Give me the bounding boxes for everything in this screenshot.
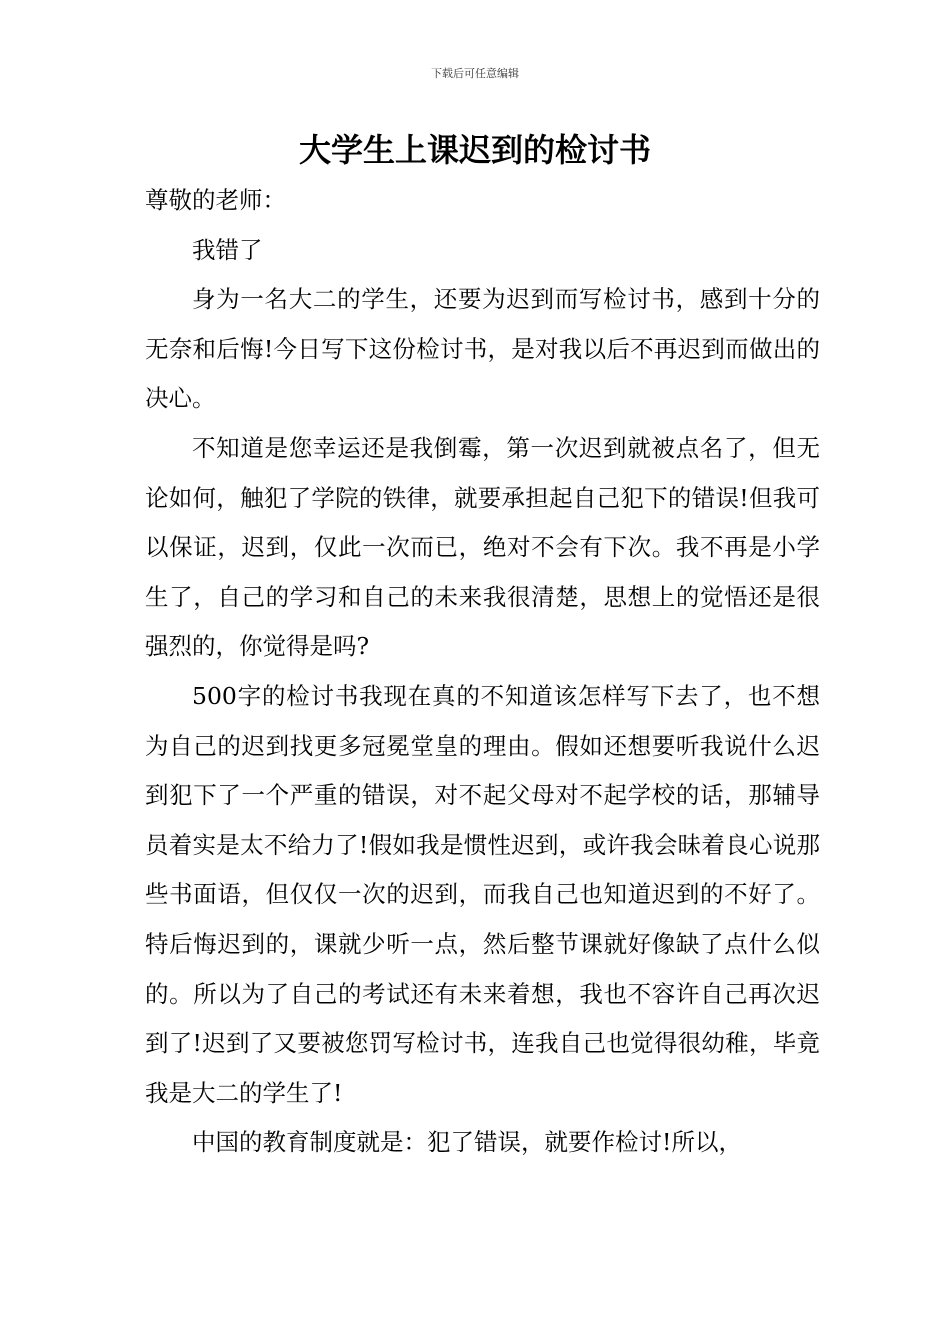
paragraph-1: 我错了 — [192, 235, 263, 264]
paragraph-3: 不知道是您幸运还是我倒霉，第一次迟到就被点名了，但无论如何，触犯了学院的铁律，就要承担起自己犯下的错误!但我可以保证，迟到，仅此一次而已，绝对不会有下次。我不再是小学生了，自己的学习和自己的未来我很清楚，思想上的觉悟还是很强烈的，你觉得是吗? — [145, 433, 820, 661]
paragraph-4: 500字的检讨书我现在真的不知道该怎样写下去了，也不想为自己的迟到找更多冠冕堂皇的理由。假如还想要听我说什么迟到犯下了一个严重的错误，对不起父母对不起学校的话，那辅导员着实是太不给力了!假如我是惯性迟到，或许我会昧着良心说那些书面语，但仅仅一次的迟到，而我自己也知道迟到的不好了。特后悔迟到的，课就少听一点，然后整节课就好像缺了点什么似的。所以为了自己的考试还有未来着想，我也不容许自己再次迟到了!迟到了又要被您罚写检讨书，连我自己也觉得很幼稚，毕竟我是大二的学生了! — [145, 681, 820, 1107]
paragraph-2: 身为一名大二的学生，还要为迟到而写检讨书，感到十分的无奈和后悔!今日写下这份检讨书，是对我以后不再迟到而做出的决心。 — [145, 285, 820, 413]
document-body — [145, 176, 820, 1168]
paragraph-5: 中国的教育制度就是：犯了错误，就要作检讨!所以， — [192, 1128, 742, 1157]
header-note: 下载后可任意编辑 — [431, 67, 519, 80]
document-title: 大学生上课迟到的检讨书 — [298, 131, 651, 169]
salutation: 尊敬的老师： — [145, 186, 286, 214]
